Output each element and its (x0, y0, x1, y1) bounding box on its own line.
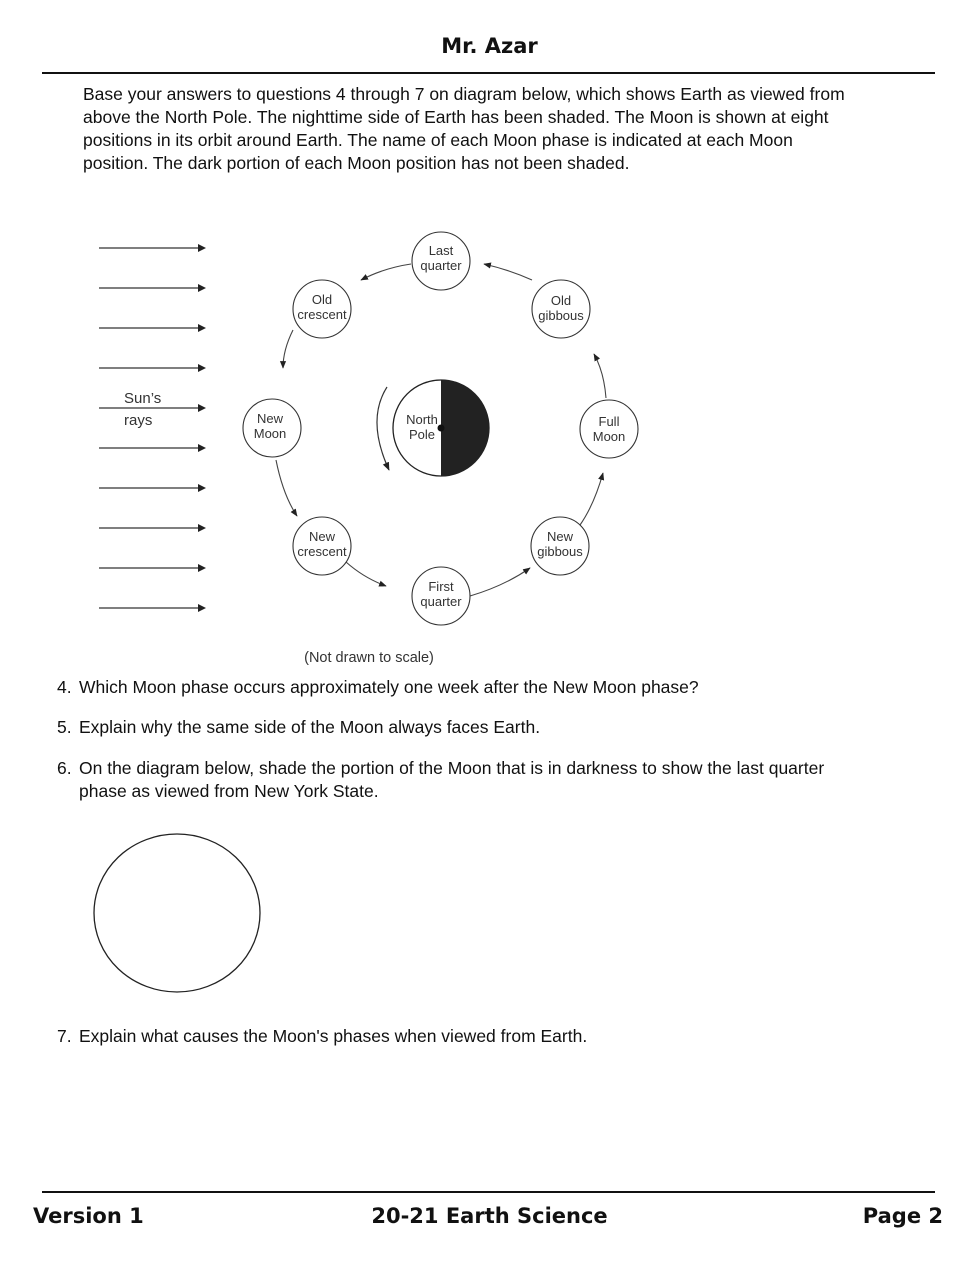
svg-text:crescent: crescent (297, 544, 347, 559)
svg-text:Last: Last (428, 243, 454, 258)
diagram-caption: (Not drawn to scale) (304, 650, 434, 666)
question-7: 7. Explain what causes the Moon's phases when viewed from Earth. (57, 1026, 588, 1046)
svg-text:gibbous: gibbous (538, 308, 584, 323)
moon-position-new-gibbous (531, 517, 589, 575)
question-4: 4. Which Moon phase occurs approximately one week after the New Moon phase? (57, 677, 699, 697)
moon-position-new-crescent (293, 517, 351, 575)
answer-moon-circle[interactable] (94, 834, 260, 992)
moon-position-full-moon (580, 400, 638, 458)
footer-page-number: Page 2 (862, 1204, 943, 1228)
sun-rays-label: Sun’s (124, 390, 162, 407)
rotation-arrow-icon (377, 387, 389, 470)
footer-version: Version 1 (33, 1204, 144, 1228)
svg-text:Old: Old (311, 292, 333, 307)
earth-label: North (406, 412, 438, 427)
question-5: 5. Explain why the same side of the Moon always faces Earth. (57, 717, 541, 737)
svg-text:Old: Old (550, 293, 572, 308)
sun-rays-label: rays (124, 412, 153, 429)
earth (393, 380, 489, 476)
footer-course: 20-21 Earth Science (371, 1204, 608, 1228)
question-6: 6. On the diagram below, shade the portion of the Moon that is in darkness to show the last quarter phase as viewed from New York State. (57, 758, 825, 801)
north-pole-dot (438, 425, 445, 432)
intro-paragraph: Base your answers to questions 4 through 7 on diagram below, which shows Earth as viewed from above the North Pole. The nighttime side of Earth has been shaded. The Moon is shown at eight positions in its orbit around Earth. The name of each Moon phase is indicated at each Moon position. The dark portion of each Moon position has not been shaded. (83, 84, 845, 173)
page-title: Mr. Azar (441, 34, 538, 58)
svg-text:Moon: Moon (253, 426, 287, 441)
earth-label: Pole (408, 427, 436, 442)
svg-text:quarter: quarter (420, 594, 462, 609)
svg-text:New: New (256, 411, 284, 426)
svg-text:gibbous: gibbous (537, 544, 583, 559)
svg-text:New: New (546, 529, 574, 544)
svg-text:New: New (308, 529, 336, 544)
svg-text:crescent: crescent (297, 307, 347, 322)
svg-text:Moon: Moon (592, 429, 626, 444)
svg-text:quarter: quarter (420, 258, 462, 273)
moon-position-new-moon (243, 399, 301, 457)
sun-rays (99, 244, 206, 612)
earth-night-side (441, 380, 489, 476)
moon-position-last-quarter (412, 232, 470, 290)
moon-position-first-quarter (412, 567, 470, 625)
svg-text:First: First (428, 579, 454, 594)
moon-position-old-crescent (293, 280, 351, 338)
moon-position-old-gibbous (532, 280, 590, 338)
footer-divider (42, 1191, 935, 1193)
svg-text:Full: Full (598, 414, 620, 429)
